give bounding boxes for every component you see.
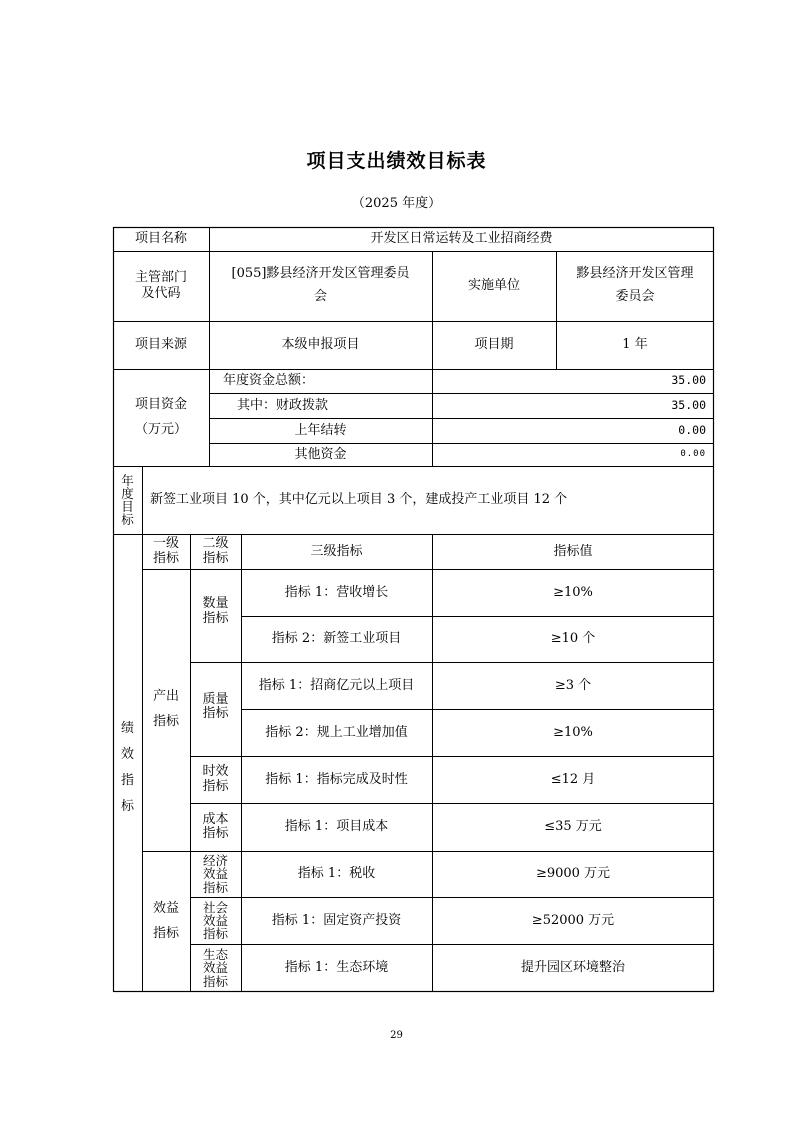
fund-row-value: 35.00 <box>671 397 706 412</box>
page-title: 项目支出绩效目标表 <box>306 150 487 172</box>
indicator-value: ≤12 月 <box>550 771 596 787</box>
project-period-value: 1 年 <box>622 337 648 353</box>
implementing-unit-value: 黟县经济开发区管理 委员会 <box>576 266 694 304</box>
output-indicators-label: 产出 指标 <box>152 689 179 729</box>
indicator-name: 指标 1：固定资产投资 <box>271 912 402 928</box>
indicator-name: 指标 1：税收 <box>297 866 376 882</box>
quantity-indicators-label: 数量 指标 <box>202 596 229 626</box>
indicator-value: ≥10% <box>553 584 593 600</box>
header-value: 指标值 <box>553 543 593 559</box>
indicator-name: 指标 1：招商亿元以上项目 <box>258 677 415 693</box>
timeliness-indicators-label: 时效 指标 <box>202 764 229 794</box>
fund-row-value: 0.00 <box>680 448 706 459</box>
project-funds-label: 项目资金 （万元） <box>134 397 187 437</box>
fund-row-label: 上年结转 <box>294 422 347 438</box>
header-level1: 一级 指标 <box>152 536 179 566</box>
benefit-indicators-label: 效益 指标 <box>152 900 179 941</box>
indicator-value: ≥52000 万元 <box>531 912 615 928</box>
header-level3: 三级指标 <box>310 543 363 559</box>
fund-row-value: 0.00 <box>678 422 706 437</box>
header-level2: 二级 指标 <box>202 536 229 566</box>
indicator-name: 指标 2：规上工业增加值 <box>265 724 408 740</box>
annual-goal-text: 新签工业项目 10 个，其中亿元以上项目 3 个，建成投产工业项目 12 个 <box>150 492 568 508</box>
cost-indicators-label: 成本 指标 <box>202 811 229 841</box>
annual-goal-label: 年 度 目 标 <box>121 472 134 528</box>
indicator-value: ≥10% <box>553 724 593 740</box>
indicator-name: 指标 2：新签工业项目 <box>271 631 402 647</box>
indicator-value: 提升园区环境整治 <box>520 960 625 976</box>
indicator-name: 指标 1：指标完成及时性 <box>265 771 408 787</box>
year-label: （2025 年度） <box>351 196 442 211</box>
fund-row-label: 年度资金总额： <box>223 373 315 389</box>
department-label: 主管部门 及代码 <box>134 270 187 301</box>
indicator-name: 指标 1：生态环境 <box>284 960 389 976</box>
indicator-value: ≤35 万元 <box>544 819 602 835</box>
quality-indicators-label: 质量 指标 <box>202 691 229 721</box>
ecological-benefit-label: 生态 效益 指标 <box>202 947 228 989</box>
indicator-name: 指标 1：项目成本 <box>284 819 389 835</box>
project-period-label: 项目期 <box>474 337 514 353</box>
project-source-value: 本级申报项目 <box>281 337 360 353</box>
social-benefit-label: 社会 效益 指标 <box>202 899 228 942</box>
indicator-name: 指标 1：营收增长 <box>284 584 389 600</box>
implementing-unit-label: 实施单位 <box>467 278 520 294</box>
page-number: 29 <box>390 1030 403 1041</box>
department-value: [055]黟县经济开发区管理委员 会 <box>231 266 410 304</box>
fund-row-label: 其他资金 <box>294 446 347 462</box>
indicator-value: ≥9000 万元 <box>535 866 611 882</box>
project-name-label: 项目名称 <box>134 231 187 247</box>
fund-row-label: 其中：财政拨款 <box>237 397 329 413</box>
project-source-label: 项目来源 <box>134 337 187 353</box>
indicator-value: ≥3 个 <box>554 677 592 693</box>
project-name-value: 开发区日常运转及工业招商经费 <box>370 231 553 247</box>
economic-benefit-label: 经济 效益 指标 <box>202 853 228 895</box>
indicator-value: ≥10 个 <box>550 631 596 647</box>
performance-indicators-label: 绩 效 指 标 <box>120 721 134 814</box>
fund-row-value: 35.00 <box>671 373 706 388</box>
